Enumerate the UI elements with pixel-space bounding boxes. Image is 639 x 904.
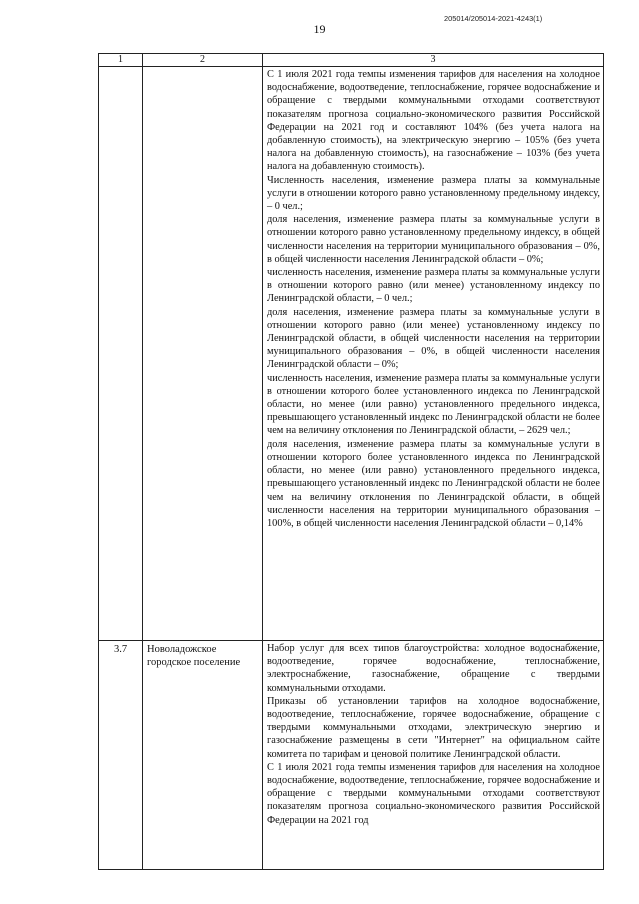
paragraph: доля населения, изменение размера платы за коммунальные услуги в отношении которого более установленного индекса по Ленинградской области, но менее (или равно) установленного предельного индекса, превышающего установленный индекс по Ленинградской области не более чем на величину отклонения по Ленинградской области, в общей численности населения на территории муниципального образования – 100%, в общей численности населения Ленинградской области – 0,14% bbox=[267, 438, 600, 529]
column-header: 3 bbox=[263, 54, 604, 67]
description-cell bbox=[263, 67, 604, 641]
paragraph: С 1 июля 2021 года темпы изменения тарифов для населения на холодное водоснабжение, водоотведение, теплоснабжение, горячее водоснабжение и обращение с твердыми коммунальными отходами соответствуют показателям прогноза социально-экономического развития Российской Федерации на 2021 год bbox=[267, 761, 600, 826]
page-number: 19 bbox=[313, 22, 326, 36]
table-header-row bbox=[99, 54, 604, 67]
tariff-table bbox=[98, 53, 604, 870]
paragraph: Набор услуг для всех типов благоустройства: холодное водоснабжение, водоотведение, горячее водоснабжение, теплоснабжение, электроснабжение, газоснабжение, обращение с твердыми коммунальными отходами. bbox=[267, 643, 600, 694]
paragraph: численность населения, изменение размера платы за коммунальные услуги в отношении которого более установленного индекса по Ленинградской области, но менее (или равно) установленного предельного индекса, превышающего установленный индекс по Ленинградской области не более чем на величину отклонения по Ленинградской области, – 2629 чел.; bbox=[267, 372, 600, 437]
document-code: 205014/205014-2021-4243(1) bbox=[444, 14, 543, 23]
paragraph: численность населения, изменение размера платы за коммунальные услуги в отношении которого равно (или менее) установленному индексу по Ленинградской области, – 0 чел.; bbox=[267, 267, 600, 305]
description-cell bbox=[263, 641, 604, 870]
column-header: 1 bbox=[99, 54, 143, 67]
column-header: 2 bbox=[143, 54, 263, 67]
table-row bbox=[99, 641, 604, 870]
settlement-name bbox=[143, 67, 263, 641]
paragraph: доля населения, изменение размера платы за коммунальные услуги в отношении которого равно установленному предельному индексу, в общей численности населения на территории муниципального образования – 0%, в общей численности населения Ленинградской области – 0%; bbox=[267, 214, 600, 265]
paragraph: С 1 июля 2021 года темпы изменения тарифов для населения на холодное водоснабжение, водоотведение, теплоснабжение, горячее водоснабжение и обращение с твердыми коммунальными отходами соответствуют показателям прогноза социально-экономического развития Российской Федерации на 2021 год и составляют 104% (без учета налога на добавленную стоимость), на электрическую энергию – 105% (без учета налога на добавленную стоимость), на газоснабжение – 103% (без учета налога на добавленную стоимость). bbox=[267, 69, 600, 173]
settlement-name: Новоладожское городское поселение bbox=[143, 641, 263, 870]
table-row bbox=[99, 67, 604, 641]
paragraph: доля населения, изменение размера платы за коммунальные услуги в отношении которого равно (или менее) установленному индексу по Ленинградской области, в общей численности населения на территории муниципального образования – 0%, в общей численности населения Ленинградской области – 0%; bbox=[267, 306, 600, 371]
paragraph: Численность населения, изменение размера платы за коммунальные услуги в отношении которого равно установленному предельному индексу, – 0 чел.; bbox=[267, 174, 600, 213]
row-number: 3.7 bbox=[99, 641, 143, 870]
paragraph: Приказы об установлении тарифов на холодное водоснабжение, водоотведение, теплоснабжение, горячее водоснабжение, обращение с твердыми коммунальными отходами, электрическую энергию и газоснабжение размещены в сети "Интернет" на официальном сайте комитета по тарифам и ценовой политике Ленинградской области. bbox=[267, 695, 600, 760]
row-number bbox=[99, 67, 143, 641]
